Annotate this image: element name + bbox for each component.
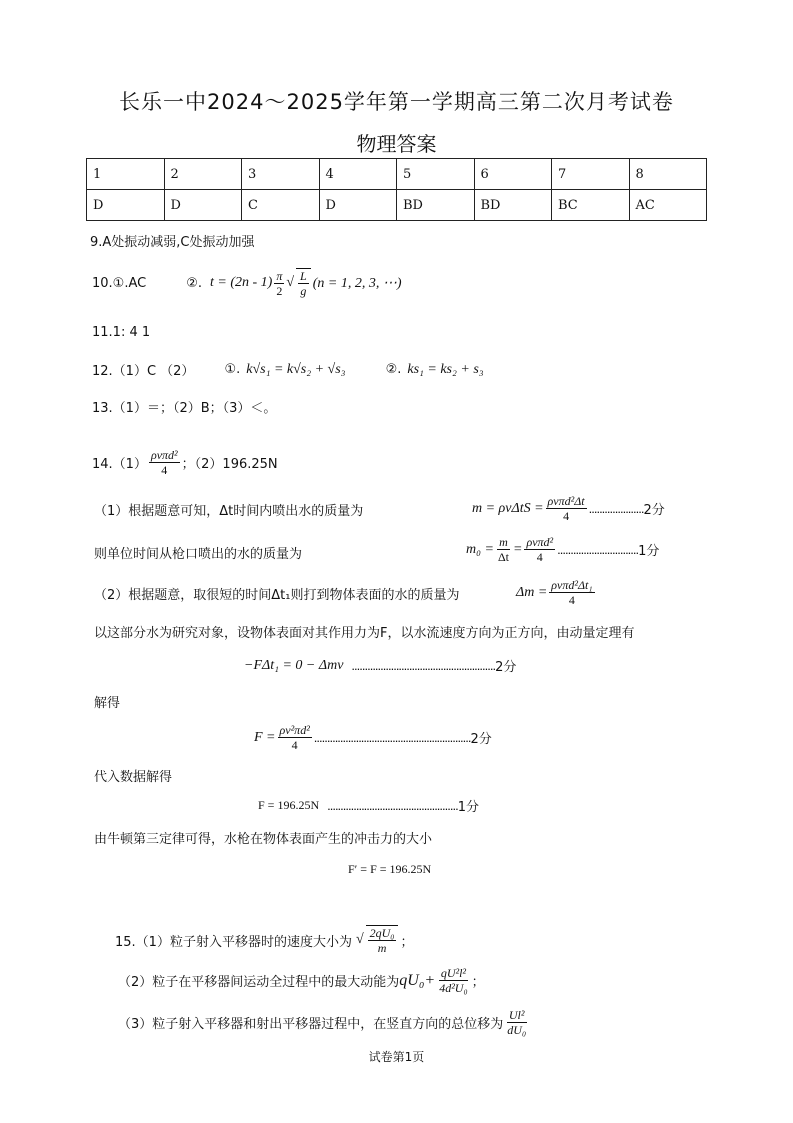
q12-answer xyxy=(92,360,484,379)
q14-step7-text: 由牛顿第三定律可得，水枪在物体表面产生的冲击力的大小 xyxy=(94,832,433,847)
formula-fraction: $\frac{\text{ρv²πd²}}{4}$ xyxy=(279,723,310,752)
q12-label: 12.（1）C （2） xyxy=(92,364,195,379)
formula-fraction: $\frac{\text{ρvπd²Δt}}{4}$ xyxy=(547,494,585,523)
table-cell: D xyxy=(164,190,242,221)
table-cell: 3 xyxy=(242,159,320,190)
answer-table xyxy=(86,158,707,221)
q10-tail: (n = 1, 2, 3, ⋯) xyxy=(312,275,402,291)
q15-line1: 15.（1）粒子射入平移器时的速度大小为 √ $\frac{\text{2qU₀}}{m}$ ； xyxy=(115,926,414,955)
formula: F = 196.25N xyxy=(258,798,320,812)
score: 1分 xyxy=(457,800,479,815)
score: 2分 xyxy=(643,503,665,518)
q12-b-label: ②. xyxy=(385,362,402,377)
table-cell: 2 xyxy=(164,159,242,190)
q14-answer xyxy=(92,448,278,477)
q15-line2-term: qU₀+ xyxy=(399,971,436,989)
q15-line2-fraction: $\frac{\text{qU²l²}}{\text{4d²U₀}}$ xyxy=(439,966,468,995)
q15-line2-text: （2）粒子在平移器间运动全过程中的最大动能为 xyxy=(118,975,400,990)
q14-label: 14.（1） xyxy=(92,457,147,472)
q14-step2-formula: m₀ = $\frac{m}{\Delta t}$ = $\frac{\text{ρvπd²}}{4}$ ............................... 1分 xyxy=(466,535,660,564)
q10-part1: 10.①.AC xyxy=(92,275,147,291)
formula-fraction: $\frac{\text{ρvπd²}}{4}$ xyxy=(526,535,554,564)
q10-part2-label: ②. xyxy=(186,275,202,291)
q9-answer: 9.A处振动减弱,C处振动加强 xyxy=(90,235,255,250)
page-subtitle: 物理答案 xyxy=(356,132,437,156)
table-cell: C xyxy=(242,190,320,221)
page-footer: 试卷第1页 xyxy=(368,1050,425,1064)
formula-lhs: m = ρvΔtS = xyxy=(472,500,544,516)
q15-line1-text: 15.（1）粒子射入平移器时的速度大小为 xyxy=(115,934,352,950)
table-cell: 4 xyxy=(319,159,397,190)
q15-line1-end: ； xyxy=(400,934,414,950)
q10-sqrt: $\frac{L}{g}$ xyxy=(296,268,311,298)
q14-sub-label: 代入数据解得 xyxy=(94,770,173,785)
table-cell: 7 xyxy=(552,159,630,190)
table-cell: BD xyxy=(397,190,475,221)
q14-ans1-fraction: $\frac{\text{ρvπd²}}{4}$ xyxy=(150,448,178,477)
q14-step2-text: 则单位时间从枪口喷出的水的质量为 xyxy=(94,547,303,562)
formula-lhs: m₀ = xyxy=(466,541,494,557)
table-row-numbers xyxy=(87,159,707,190)
q12-b-formula: ks₁ = ks₂ + s₃ xyxy=(407,361,484,377)
table-cell: 6 xyxy=(474,159,552,190)
formula-eq: = xyxy=(513,541,523,557)
q10-answer: 10.①.AC ②. t = (2n - 1) $\frac{\pi}{2}$ √ $\frac{L}{g}$ (n = 1, 2, 3, ⋯) xyxy=(92,268,402,298)
q14-step7-formula xyxy=(348,862,431,877)
q14-step1-formula: m = ρvΔtS = $\frac{\text{ρvπd²Δt}}{4}$ ..................... 2分 xyxy=(472,494,665,523)
table-cell: BC xyxy=(552,190,630,221)
q14-step6-formula: F = 196.25N .................................................. 1分 xyxy=(258,798,479,815)
q15-line2 xyxy=(118,966,485,995)
formula-lhs: Δm = xyxy=(516,584,548,600)
page-title: 长乐一中2024～2025学年第一学期高三第二次月考试卷 xyxy=(119,90,674,114)
table-row-answers xyxy=(87,190,707,221)
q14-step3-formula xyxy=(516,578,597,607)
table-cell: AC xyxy=(629,190,707,221)
q14-step5-formula: F = $\frac{\text{ρv²πd²}}{4}$ ............................................................ 2分 xyxy=(254,723,492,752)
table-cell: BD xyxy=(474,190,552,221)
q10-formula-lhs: t = (2n - 1) xyxy=(210,275,273,290)
q14-step4-text: 以这部分水为研究对象，设物体表面对其作用力为F，以水流速度方向为正方向，由动量定理有 xyxy=(94,626,635,641)
q12-a-label: ①. xyxy=(224,362,241,377)
score: 2分 xyxy=(470,732,492,747)
q15-sqrt: $\frac{\text{2qU₀}}{m}$ xyxy=(366,925,399,955)
q10-fraction: $\frac{\pi}{2}$ xyxy=(276,268,283,298)
score: 2分 xyxy=(495,660,517,675)
table-cell: 5 xyxy=(397,159,475,190)
q15-line2-end: ； xyxy=(471,975,485,990)
q14-step4-formula: −FΔt₁ = 0 − Δmv ....................................................... 2分 xyxy=(244,657,517,675)
table-cell: D xyxy=(319,190,397,221)
formula: F′ = F = 196.25N xyxy=(348,862,432,876)
table-cell: 8 xyxy=(629,159,707,190)
q15-line3-text: （3）粒子射入平移器和射出平移器过程中，在竖直方向的总位移为 xyxy=(118,1017,504,1032)
q11-answer: 11.1: 4 1 xyxy=(92,325,151,340)
q13-answer: 13.（1）＝；（2）B；（3）＜。 xyxy=(92,401,277,416)
q14-solve-label: 解得 xyxy=(94,696,121,711)
table-cell: 1 xyxy=(87,159,165,190)
q12-a-formula: k√s₁ = k√s₂ + √s₃ xyxy=(246,361,346,377)
q14-step1-text: （1）根据题意可知，Δt时间内喷出水的质量为 xyxy=(94,504,364,519)
q14-step3-text: （2）根据题意，取很短的时间Δt₁则打到物体表面的水的质量为 xyxy=(94,588,460,603)
table-cell: D xyxy=(87,190,165,221)
score: 1分 xyxy=(638,544,660,559)
formula-fraction: $\frac{\text{ρvπd²Δt₁}}{4}$ xyxy=(551,578,593,607)
formula: −FΔt₁ = 0 − Δmv xyxy=(244,657,344,673)
q14-ans2: ；（2）196.25N xyxy=(181,457,278,472)
q15-line3 xyxy=(118,1008,530,1037)
q15-line3-fraction: $\frac{\text{Ul²}}{\text{dU₀}}$ xyxy=(507,1008,527,1037)
formula-fraction: $\frac{m}{\Delta t}$ xyxy=(497,535,509,564)
formula-lhs: F = xyxy=(254,729,276,745)
